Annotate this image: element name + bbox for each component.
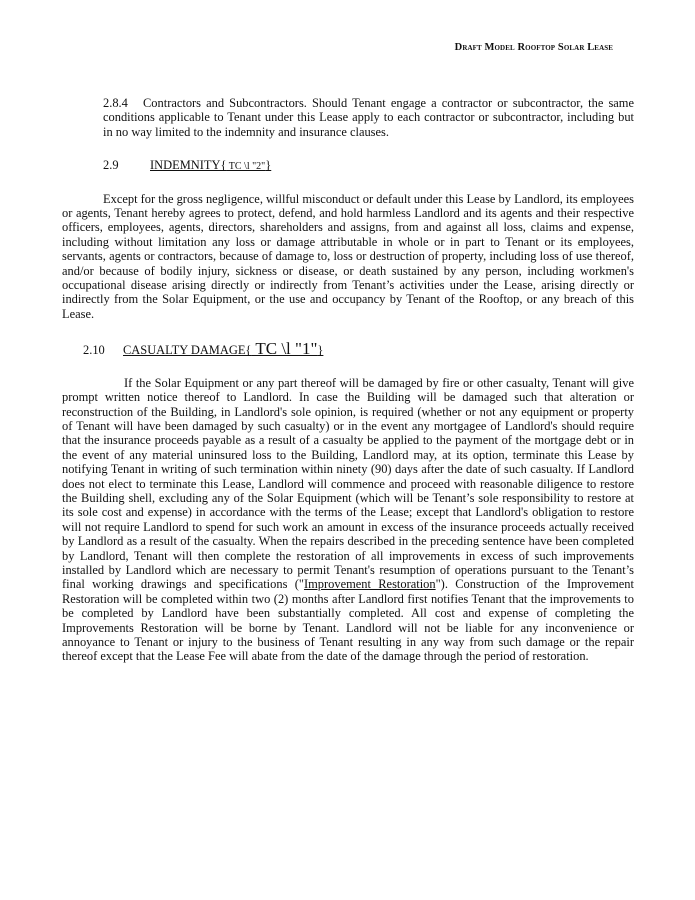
- section-2-8-4: [62, 96, 634, 139]
- section-number: 2.10: [83, 343, 105, 358]
- running-header: Draft Model Rooftop Solar Lease: [454, 42, 613, 53]
- document-body: [62, 96, 634, 664]
- section-title: INDEMNITY{ TC \l "2"}: [150, 158, 272, 173]
- toc-field-code: TC \l "2": [226, 161, 266, 173]
- defined-term: Improvement Restoration: [303, 577, 436, 592]
- section-2-10-body: If the Solar Equipment or any part thereof will be damaged by fire or other casualty, Tenant will give prompt written notice thereof to Landlord. In case the Building will be damaged such that alteration or reconstruction of the Building, in Landlord's sole opinion, is required (whether or not any equipment or property of Tenant will have been damaged by such casualty) or in the event any mortgagee of Landlord's should require that the insurance proceeds payable as a result of a casualty be applied to the payment of the mortgage debt or in the event of any material uninsured loss to the Building, Landlord may, at its option, terminate this Lease by notifying Tenant in writing of such termination within ninety (90) days after the date of such casualty. If Landlord does not elect to terminate this Lease, Landlord will commence and proceed with reasonable diligence to restore the Building shell, excluding any of the Solar Equipment (which will be Tenant’s sole responsibility to restore at its sole cost and expense) in accordance with the terms of the Lease; except that Landlord's obligation to restore will not require Landlord to spend for such work an amount in excess of the insurance proceeds actually received by Landlord as a result of the casualty. When the repairs described in the preceding sentence have been completed by Landlord, Tenant will then complete the restoration of all improvements in excess of such improvements installed by Landlord which are necessary to permit Tenant's resumption of operations pursuant to the Tenant’s final working drawings and specifications ("Improvement Restoration"). Construction of the Improvement Restoration will be completed within two (2) months after Landlord first notifies Tenant that the improvements to be completed by Landlord have been substantially completed. All cost and expense of completing the Improvements Restoration will be borne by Tenant. Landlord will not be liable for any inconvenience or annoyance to Tenant or injury to the business of Tenant resulting in any way from such damage or the repair thereof except that the Lease Fee will abate from the date of the damage through the period of restoration.: [62, 375, 634, 664]
- section-text: Contractors and Subcontractors. Should Tenant engage a contractor or subcontractor, the same conditions applicable to Tenant under this Lease apply to each contractor or subcontractor, including but in no way limited to the indemnity and insurance clauses.: [103, 96, 634, 139]
- section-number: 2.8.4: [103, 96, 128, 110]
- section-heading-2-10: [62, 339, 634, 359]
- section-heading-2-9: [62, 158, 634, 174]
- section-title: CASUALTY DAMAGE{ TC \l "1"}: [123, 339, 324, 359]
- toc-field-code: TC \l "1": [251, 339, 318, 359]
- section-2-9-body: Except for the gross negligence, willful misconduct or default under this Lease by Landlord, its employees or agents, Tenant hereby agrees to protect, defend, and hold harmless Landlord and its agents and their respective officers, employees, agents, directors, shareholders and assigns, from and against all loss, claims and expense, including without limitation any loss or damage attributable in whole or in part to Tenant or its employees, servants, agents or contractors, because of damage to, loss or destruction of property, including loss of use thereof, and/or because of bodily injury, sickness or disease, or death sustained by any person, including workmen's occupational disease arising directly or indirectly from Tenant’s activities under the Lease, arising directly or indirectly from the Solar Equipment, or the use and occupancy by Tenant of the Rooftop, or any breach of this Lease.: [62, 191, 634, 321]
- section-number: 2.9: [103, 158, 119, 173]
